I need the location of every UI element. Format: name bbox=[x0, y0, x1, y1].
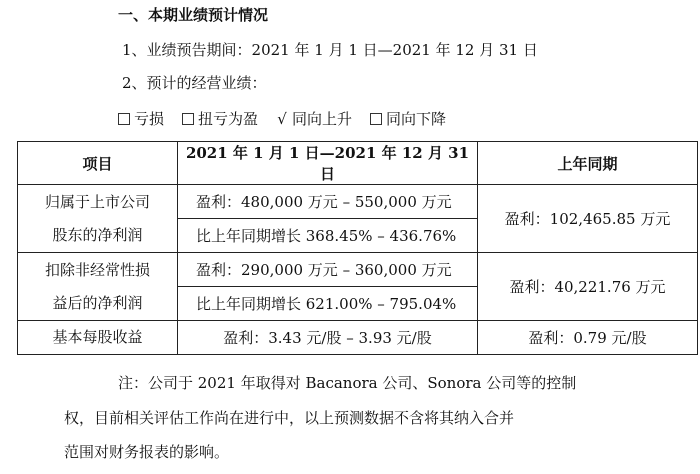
note-line-3: 范围对财务报表的影响。 bbox=[64, 443, 230, 461]
adjusted-profit-growth: 比上年同期增长 621.00% – 795.04% bbox=[178, 287, 478, 321]
forecast-results-label: 2、预计的经营业绩： bbox=[122, 74, 267, 92]
checkmark-icon: √ bbox=[277, 109, 287, 128]
empty-checkbox-icon bbox=[118, 113, 130, 125]
earnings-forecast-table bbox=[17, 141, 698, 355]
table-row bbox=[18, 321, 698, 355]
header-current-period: 2021 年 1 月 1 日—2021 年 12 月 31 日 bbox=[178, 142, 478, 185]
net-profit-range: 盈利：480,000 万元 – 550,000 万元 bbox=[178, 185, 478, 219]
option-decrease: 同向下降 bbox=[370, 108, 446, 129]
section-heading: 一、本期业绩预计情况 bbox=[118, 6, 269, 24]
eps-range: 盈利：3.43 元/股 – 3.93 元/股 bbox=[178, 321, 478, 355]
option-turnaround: 扭亏为盈 bbox=[182, 108, 258, 129]
row-item-net-profit: 归属于上市公司 股东的净利润 bbox=[18, 185, 178, 253]
result-options bbox=[118, 108, 446, 129]
row-item-eps: 基本每股收益 bbox=[18, 321, 178, 355]
header-item: 项目 bbox=[18, 142, 178, 185]
note-line-1: 注：公司于 2021 年取得对 Bacanora 公司、Sonora 公司等的控制 bbox=[118, 374, 577, 392]
row-item-adjusted-profit: 扣除非经常性损 益后的净利润 bbox=[18, 253, 178, 321]
net-profit-growth: 比上年同期增长 368.45% – 436.76% bbox=[178, 219, 478, 253]
table-row bbox=[18, 185, 698, 219]
forecast-period: 1、业绩预告期间：2021 年 1 月 1 日—2021 年 12 月 31 日 bbox=[122, 41, 538, 59]
header-previous-period: 上年同期 bbox=[478, 142, 698, 185]
empty-checkbox-icon bbox=[370, 113, 382, 125]
eps-previous: 盈利：0.79 元/股 bbox=[478, 321, 698, 355]
table-header-row bbox=[18, 142, 698, 185]
net-profit-previous: 盈利：102,465.85 万元 bbox=[478, 185, 698, 253]
table-row bbox=[18, 253, 698, 287]
adjusted-profit-previous: 盈利：40,221.76 万元 bbox=[478, 253, 698, 321]
empty-checkbox-icon bbox=[182, 113, 194, 125]
option-increase: √ 同向上升 bbox=[277, 109, 353, 128]
note-line-2: 权，目前相关评估工作尚在进行中，以上预测数据不含将其纳入合并 bbox=[64, 409, 515, 427]
adjusted-profit-range: 盈利：290,000 万元 – 360,000 万元 bbox=[178, 253, 478, 287]
option-loss: 亏损 bbox=[118, 108, 164, 129]
